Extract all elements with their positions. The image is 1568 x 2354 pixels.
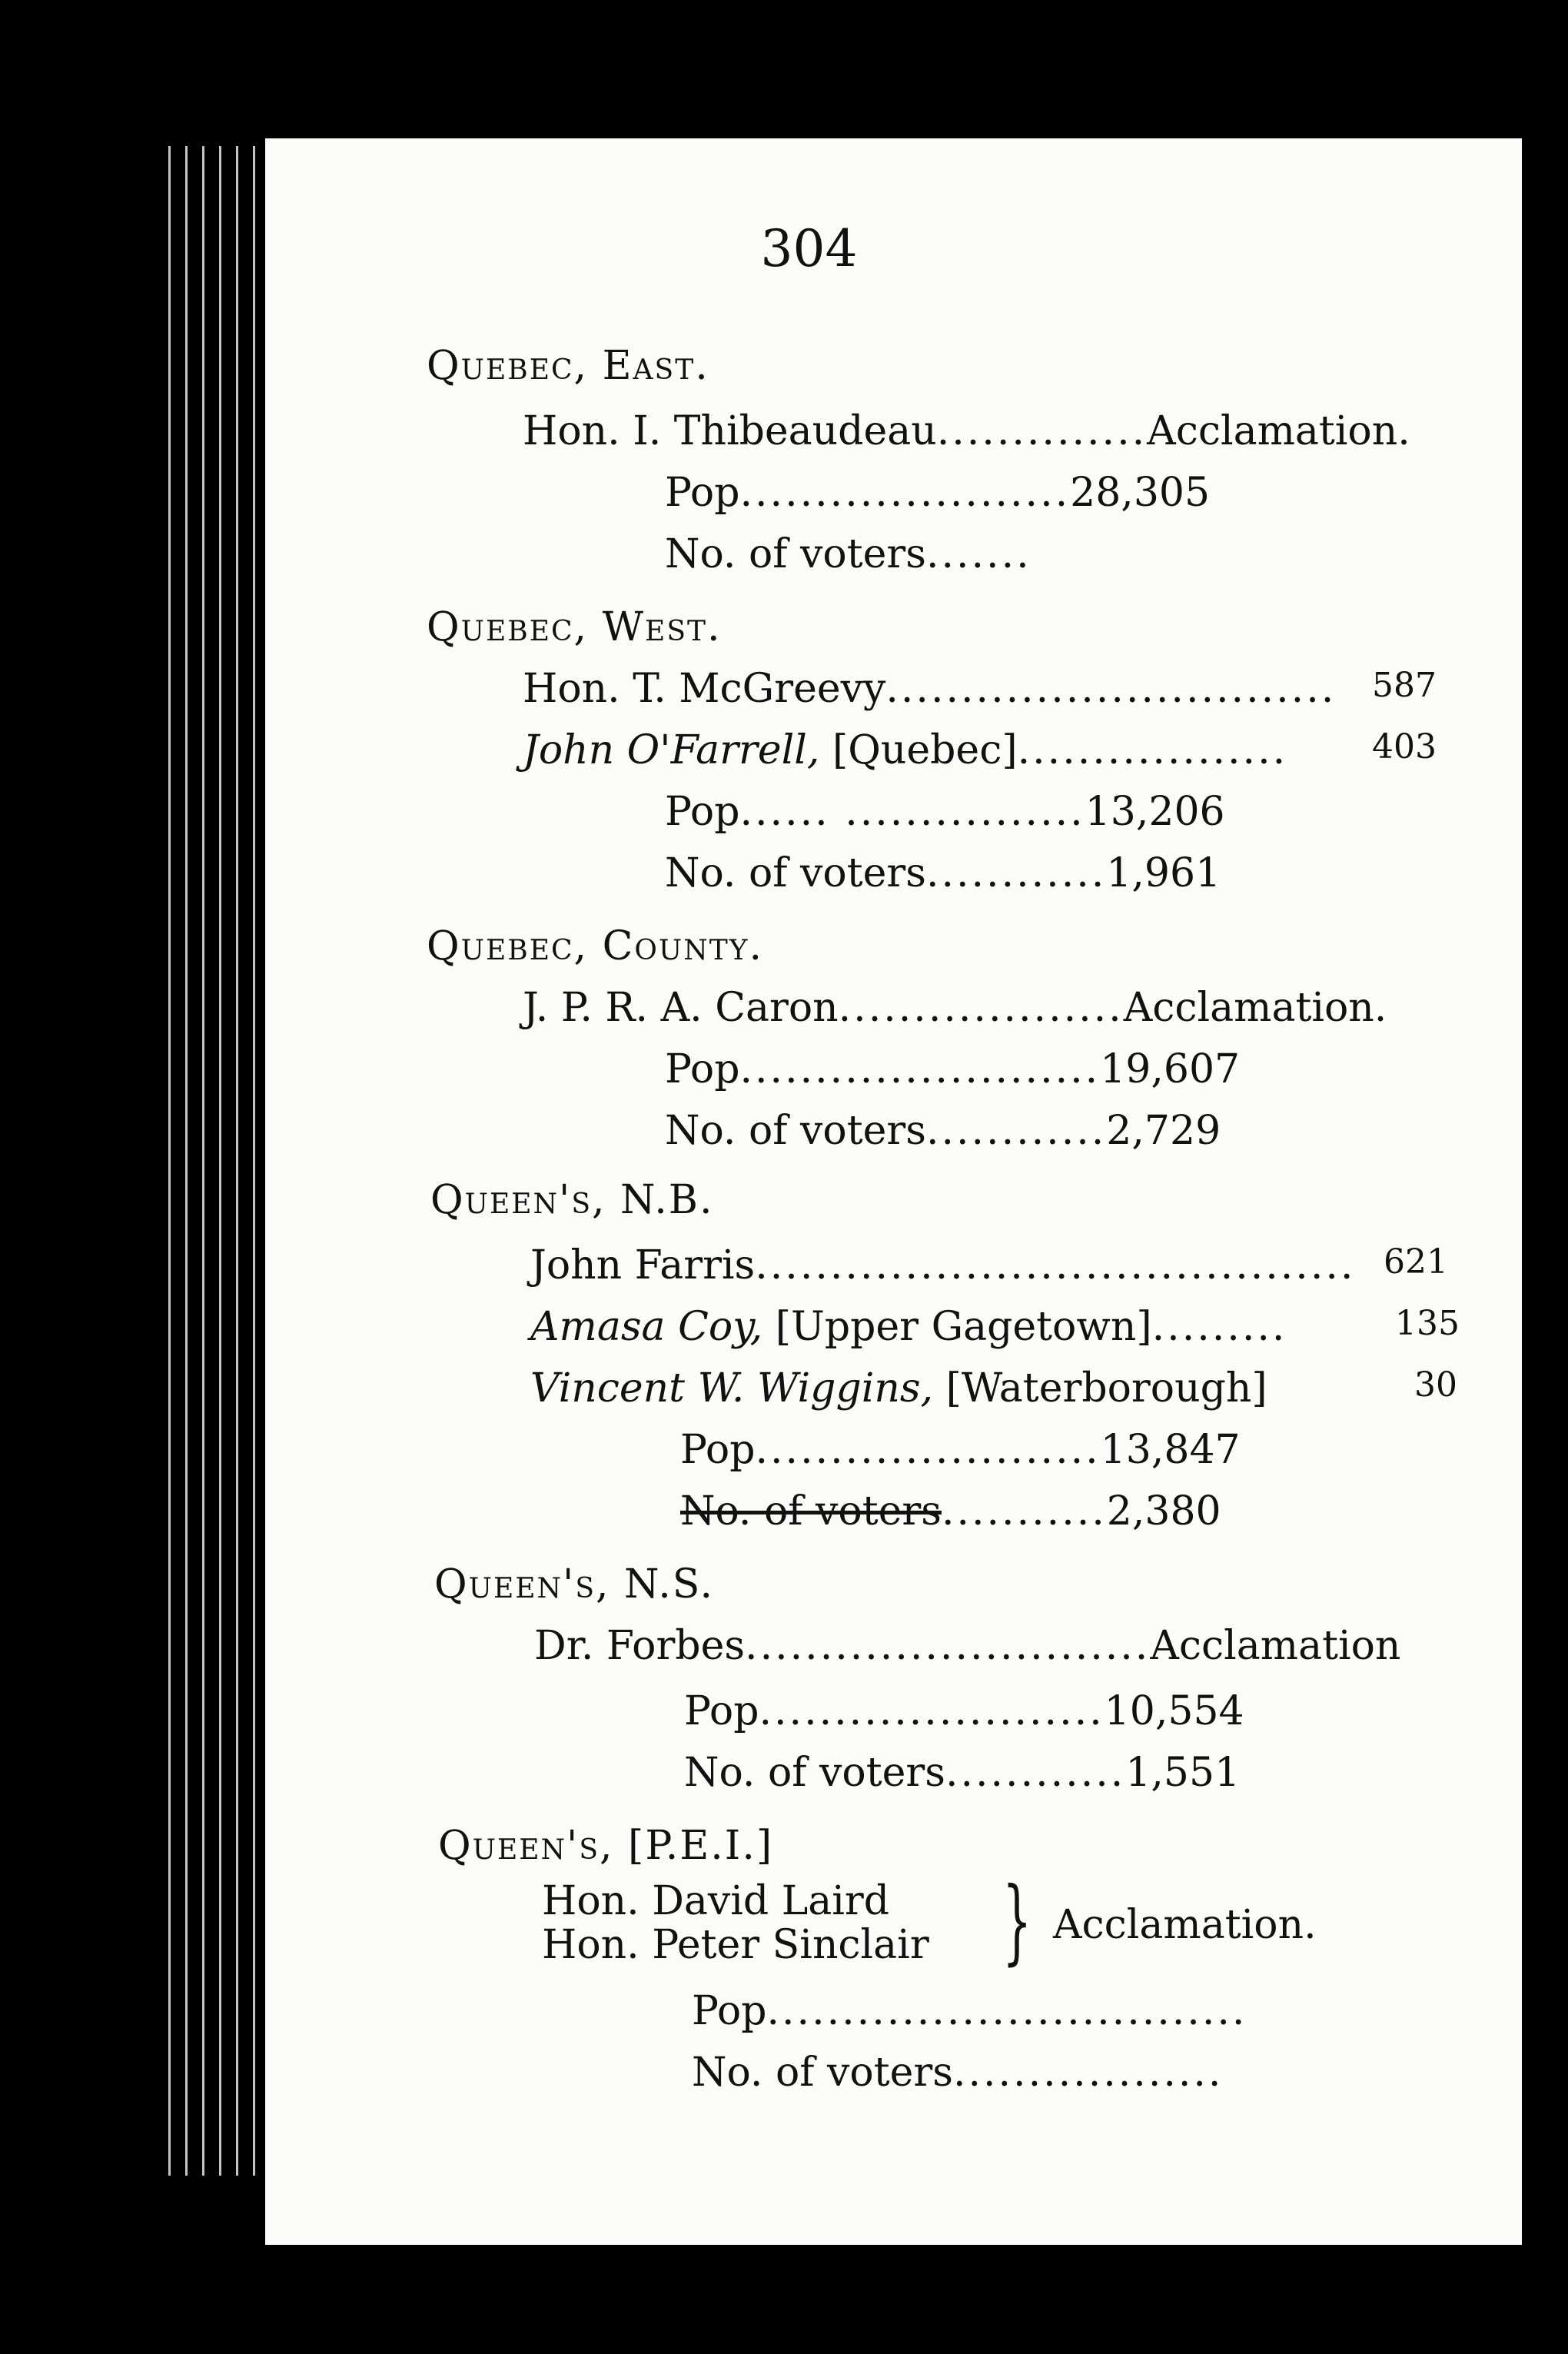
- voters-row: No. of voters............1,551: [684, 1750, 1241, 1796]
- joint-candidates: [542, 1880, 929, 1967]
- candidate-row: Hon. I. Thibeaudeau..............Acclamation.: [523, 408, 1410, 454]
- section-heading: Queen's, N.S.: [434, 1561, 715, 1608]
- vote-count: 621: [1384, 1242, 1448, 1282]
- section-heading: Quebec, County.: [427, 923, 764, 969]
- vote-count: 403: [1372, 727, 1437, 766]
- voters-row: No. of voters............1,961: [665, 850, 1221, 896]
- candidate-row: Amasa Coy, [Upper Gagetown].........: [530, 1304, 1287, 1350]
- brace-icon: }: [1002, 1868, 1032, 1975]
- population-row: Pop........................19,607: [665, 1046, 1241, 1092]
- voters-row: No. of voters.......: [665, 531, 1031, 577]
- section-heading: Queen's, [P.E.I.]: [438, 1823, 774, 1869]
- candidate-row: Hon. T. McGreevy..............................: [523, 666, 1337, 712]
- voters-row: No. of voters............2,729: [665, 1108, 1221, 1154]
- voters-row: No. of voters..................: [692, 2050, 1224, 2096]
- voters-row: No. of voters...........2,380: [680, 1488, 1221, 1534]
- candidate-row: Vincent W. Wiggins, [Waterborough]: [530, 1365, 1267, 1411]
- candidate-row: John O'Farrell, [Quebec]..................: [523, 727, 1288, 773]
- joint-result: Acclamation.: [1053, 1902, 1317, 1948]
- population-row: Pop.......................10,554: [684, 1688, 1244, 1734]
- candidate-name: Hon. Peter Sinclair: [542, 1922, 929, 1969]
- section-heading: Queen's, N.B.: [430, 1177, 714, 1223]
- vote-count: 135: [1395, 1304, 1460, 1343]
- vote-count: 30: [1414, 1365, 1457, 1405]
- page-number: 304: [760, 219, 858, 278]
- candidate-row: Dr. Forbes...........................Acclamation: [534, 1623, 1401, 1669]
- vote-count: 587: [1372, 666, 1437, 705]
- candidate-row: John Farris........................................: [530, 1242, 1356, 1288]
- population-row: Pop................................: [692, 1988, 1247, 2034]
- population-row: Pop...... ................13,206: [665, 789, 1225, 835]
- candidate-row: J. P. R. A. Caron...................Acclamation.: [523, 985, 1387, 1031]
- book-binding-edge: [161, 146, 269, 2176]
- book-page: [265, 138, 1522, 2245]
- population-row: Pop......................28,305: [665, 470, 1211, 516]
- candidate-name: Hon. David Laird: [542, 1878, 890, 1924]
- population-row: Pop.......................13,847: [680, 1427, 1241, 1473]
- section-heading: Quebec, West.: [427, 604, 722, 650]
- section-heading: Quebec, East.: [427, 343, 709, 389]
